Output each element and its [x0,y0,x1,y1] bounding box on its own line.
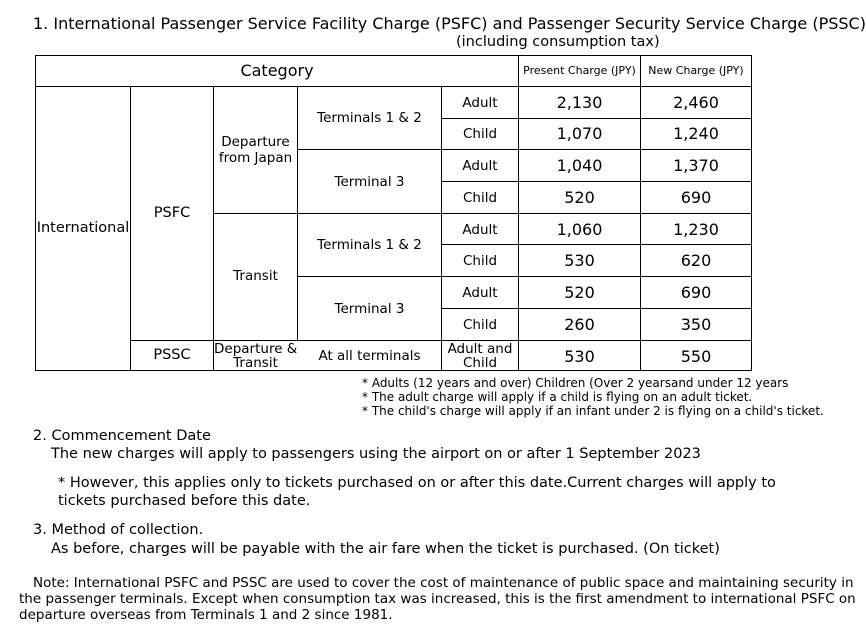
passenger-type: Adult [462,285,498,301]
present-charge: 520 [564,188,595,207]
passenger-type: Adult [462,158,498,174]
new-charge: 1,230 [673,220,719,239]
present-charge-header: Present Charge (JPY) [523,64,636,77]
footnote-ages: * Adults (12 years and over) Children (Over 2 yearsand under 12 years [362,376,789,390]
pssc-new-charge: 550 [680,347,712,366]
terminal-3-transit: Terminal 3 [334,301,405,317]
footnote-child-charge: * The child's charge will apply if an infant under 2 is flying on a child's ticket. [362,404,824,418]
departure-transit-line2: Transit [233,355,278,371]
pssc-label: PSSC [153,347,191,363]
passenger-type: Child [462,190,498,206]
passenger-type: Adult [462,95,498,111]
psfc-label: PSFC [153,205,191,221]
present-charge: 530 [564,251,595,270]
pssc-passenger-line2: Child [462,355,498,371]
present-charge: 260 [564,315,595,334]
departure-transit-line1: Departure & [214,341,298,357]
section3-body: As before, charges will be payable with the air fare when the ticket is purchased. (On ticket) [51,541,720,557]
passenger-type: Adult [462,222,498,238]
present-charge: 2,130 [556,93,603,112]
present-charge: 1,060 [556,220,603,239]
new-charge-header: New Charge (JPY) [648,64,744,77]
new-charge: 1,370 [673,156,719,175]
terminals-1-2-transit: Terminals 1 & 2 [317,237,422,253]
section2-note-line2: tickets purchased before this date. [58,493,311,509]
new-charge: 350 [680,315,712,334]
new-charge: 1,240 [673,124,719,143]
section3-heading: 3. Method of collection. [33,522,204,538]
passenger-type: Child [462,317,498,333]
departure-from-japan-line2: from Japan [218,150,293,166]
international-label: International [36,220,130,236]
terminals-1-2-departure: Terminals 1 & 2 [317,110,422,126]
present-charge: 1,040 [556,156,603,175]
departure-from-japan-line1: Departure [221,134,290,150]
section2-heading: 2. Commencement Date [33,428,211,444]
present-charge: 1,070 [556,124,603,143]
present-charge: 520 [564,283,595,302]
passenger-type: Child [462,253,498,269]
footnote-adult-charge: * The adult charge will apply if a child is flying on an adult ticket. [362,390,753,404]
note-line1: Note: International PSFC and PSSC are used to cover the cost of maintenance of public space and maintaining security in [33,575,854,591]
note-line2: the passenger terminals. Except when consumption tax was increased, this is the first amendment to international PSFC on [19,591,856,607]
section2-body: The new charges will apply to passengers using the airport on or after 1 September 2023 [51,446,701,462]
terminal-3-departure: Terminal 3 [334,174,405,190]
new-charge: 620 [680,251,712,270]
passenger-type: Child [462,126,498,142]
section1-heading: 1. International Passenger Service Facility Charge (PSFC) and Passenger Security Service Charge (PSSC) [33,14,866,33]
transit-label: Transit [233,268,278,284]
new-charge: 690 [680,188,712,207]
pssc-present-charge: 530 [564,347,595,366]
section1-subheading: (including consumption tax) [456,34,660,50]
new-charge: 690 [680,283,712,302]
new-charge: 2,460 [673,93,719,112]
section2-note-line1: * However, this applies only to tickets purchased on or after this date.Current charges will apply to [58,475,776,491]
pssc-passenger-line1: Adult and [447,341,513,357]
note-line3: departure overseas from Terminals 1 and 2 since 1981. [19,607,393,623]
category-header: Category [240,61,314,80]
at-all-terminals-label: At all terminals [318,348,421,364]
